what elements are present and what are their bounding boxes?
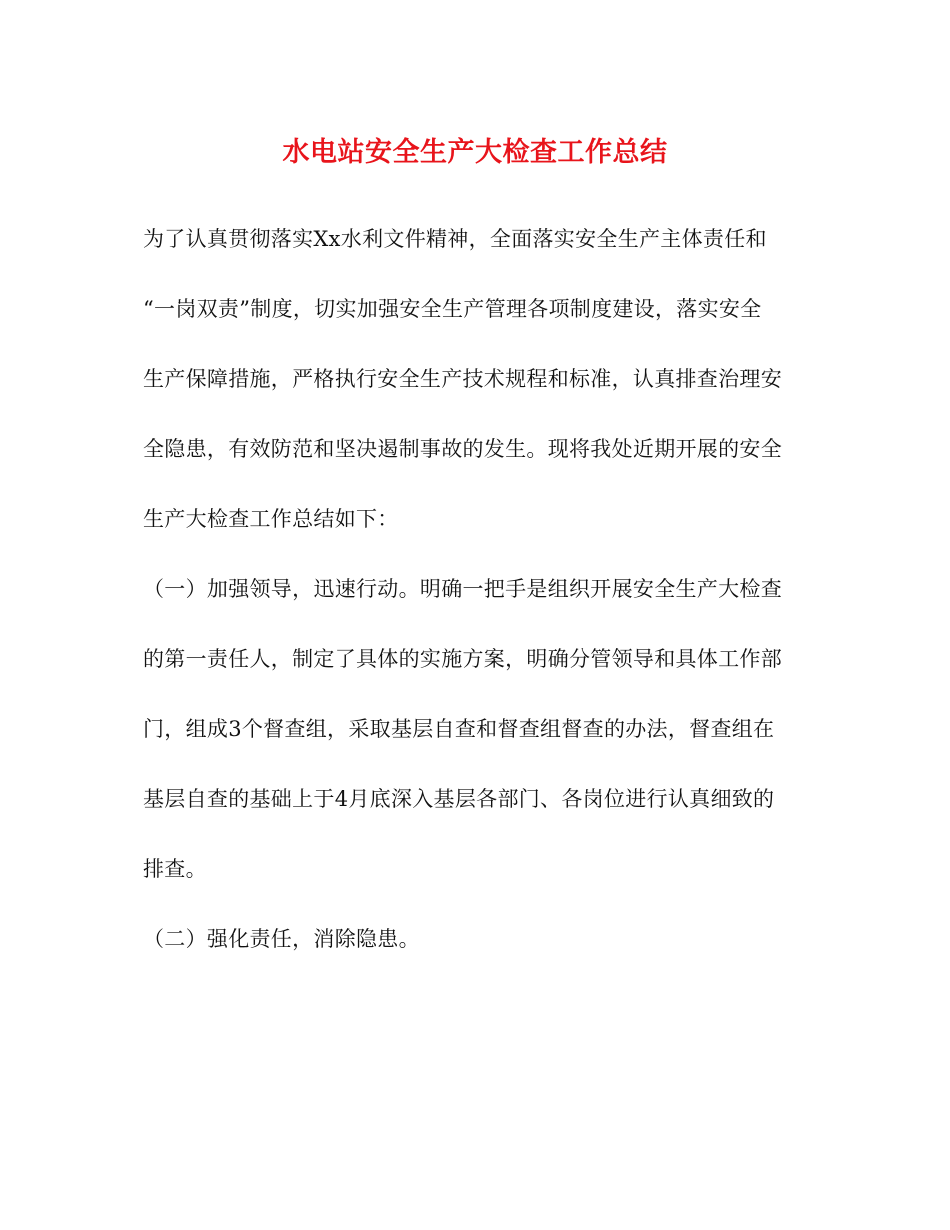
body-line-9: 基层自查的基础上于4月底深入基层各部门、各岗位进行认真细致的 (143, 787, 775, 811)
body-line-2: “一岗双责”制度，切实加强安全生产管理各项制度建设，落实安全 (143, 297, 762, 321)
document-title: 水电站安全生产大检查工作总结 (282, 137, 668, 168)
body-line-4: 全隐患，有效防范和坚决遏制事故的发生。现将我处近期开展的安全 (143, 437, 782, 461)
body-line-10: 排查。 (143, 857, 207, 881)
body-line-5: 生产大检查工作总结如下： (143, 507, 399, 531)
body-line-7: 的第一责任人，制定了具体的实施方案，明确分管领导和具体工作部 (143, 647, 782, 671)
body-line-8: 门，组成3个督查组，采取基层自查和督查组督查的办法，督查组在 (143, 717, 775, 741)
body-line-6: （一）加强领导，迅速行动。明确一把手是组织开展安全生产大检查 (143, 577, 782, 601)
body-line-11: （二）强化责任，消除隐患。 (143, 927, 420, 951)
body-line-1: 为了认真贯彻落实Xx水利文件精神，全面落实安全生产主体责任和 (143, 227, 767, 251)
body-line-3: 生产保障措施，严格执行安全生产技术规程和标准，认真排查治理安 (143, 367, 782, 391)
